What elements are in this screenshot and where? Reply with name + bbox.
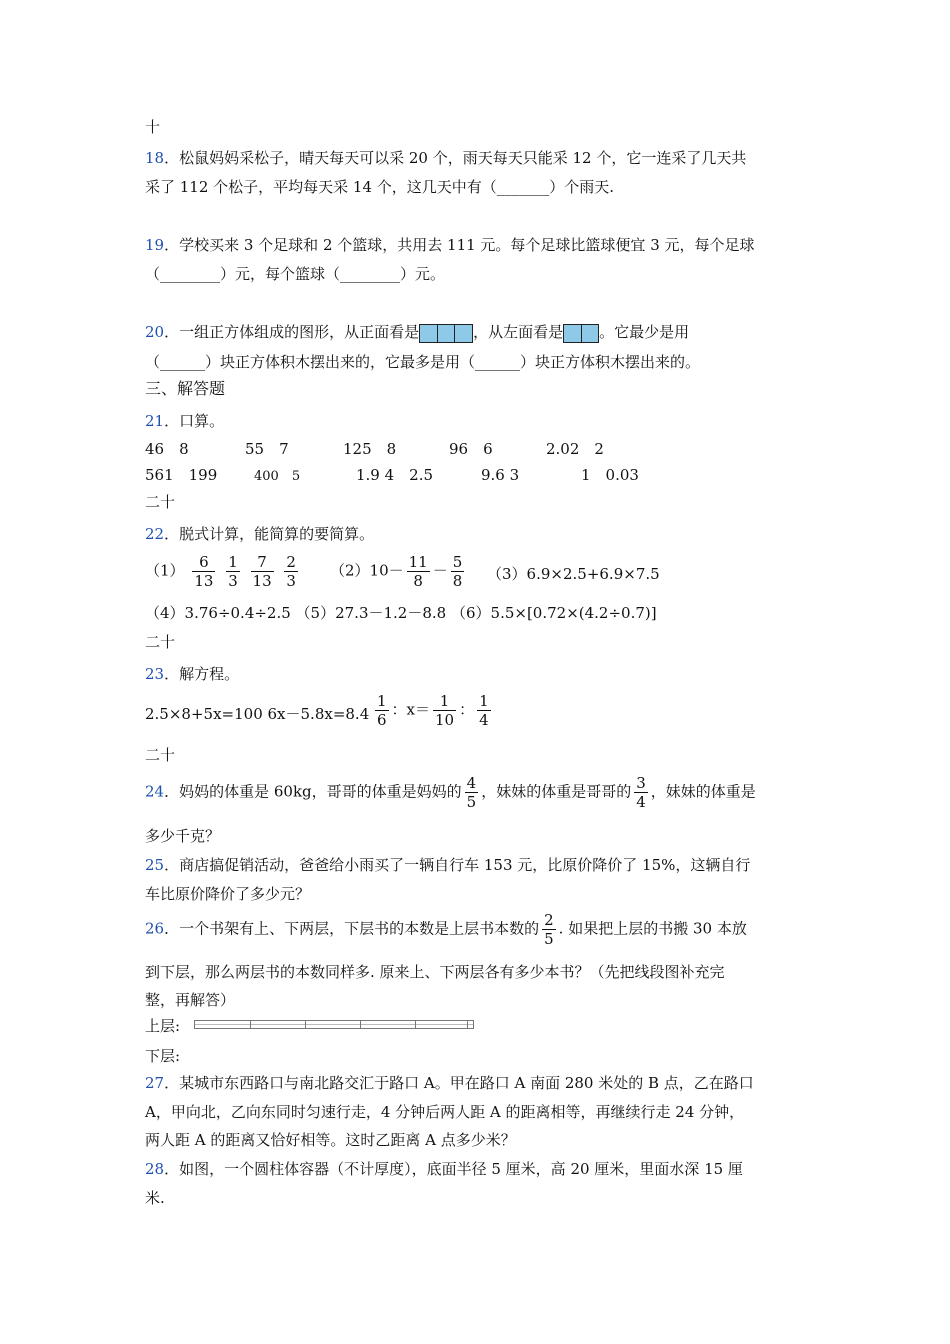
question-number: 19 (145, 236, 165, 254)
question-text: A，甲向北，乙向东同时匀速行走，4 分钟后两人距 A 的距离相等，再继续行走 24 分钟， (145, 1103, 745, 1121)
question-text: 。它最少是用 (599, 323, 690, 341)
oral-item: 1 0.03 (581, 466, 639, 484)
question-number: 28 (145, 1160, 165, 1178)
question-text: （______）块正方体积木摆出来的，它最多是用（______）块正方体积木摆出来的。 (145, 353, 701, 371)
front-view-cubes-icon (419, 324, 473, 343)
question-text: ．学校买来 3 个足球和 2 个篮球，共用去 111 元。每个足球比篮球便宜 3 元，每个足球 (164, 236, 755, 254)
question-text: 车比原价降价了多少元？ (145, 885, 311, 903)
lower-shelf-label: 下层: (145, 1047, 181, 1065)
operator: － (432, 561, 448, 580)
fraction: $\frac{1}{10}$ (435, 692, 455, 729)
question-text: ．一个书架有上、下两层，下层书的本数是上层书本数的 (164, 919, 540, 938)
question-text: 到下层，那么两层书的本数同样多. 原来上、下两层各有多少本书？（先把线段图补充完 (145, 963, 725, 981)
calc-item-3: （3）6.9×2.5+6.9×7.5 (487, 565, 660, 583)
question-text: ．口算。 (164, 412, 225, 430)
oral-item: 125 8 (343, 440, 397, 458)
question-text: ，从左面看是 (473, 323, 564, 341)
fraction: $\frac{2}{3}$ (286, 553, 296, 590)
calc-item-2 (330, 553, 467, 590)
fraction: $\frac{4}{5}$ (466, 774, 477, 811)
question-number: 22 (145, 525, 165, 543)
oral-item: 561 199 (145, 466, 218, 484)
question-text: 多少千克？ (145, 827, 221, 845)
question-number: 25 (145, 856, 165, 874)
calc-item-1 (145, 553, 301, 590)
fraction: $\frac{1}{4}$ (479, 692, 489, 729)
question-text: ．解方程。 (164, 665, 240, 683)
upper-shelf-segment (194, 1020, 474, 1029)
oral-item: 1.9 4 2.5 (356, 466, 434, 484)
question-number: 24 (145, 782, 165, 801)
oral-item: 9.6 3 (481, 466, 520, 484)
question-number: 26 (145, 919, 165, 938)
question-text: ．一组正方体组成的图形，从正面看是 (164, 323, 420, 341)
header-mark: 十 (145, 118, 161, 136)
equation-row: 2.5×8+5x=100 6x－5.8x=8.4 (145, 705, 370, 723)
question-text: 两人距 A 的距离又恰好相等。这时乙距离 A 点多少米？ (145, 1131, 516, 1149)
score-mark: 二十 (145, 493, 176, 511)
section-heading: 三、解答题 (145, 379, 226, 398)
question-text: ．松鼠妈妈采松子，晴天每天可以采 20 个，雨天每天只能采 12 个，它一连采了几天共 (164, 149, 747, 167)
fraction: $\frac{11}{8}$ (408, 553, 428, 590)
fraction: $\frac{1}{6}$ (377, 692, 387, 729)
fraction: $\frac{3}{4}$ (636, 774, 646, 811)
question-text: ．妈妈的体重是 60kg，哥哥的体重是妈妈的 (164, 782, 462, 801)
question-text: 采了 112 个松子，平均每天采 14 个，这几天中有（_______）个雨天. (145, 178, 615, 196)
oral-item: 46 8 (145, 440, 189, 458)
fraction: $\frac{7}{13}$ (252, 553, 272, 590)
operator: ： (459, 700, 475, 719)
question-text: ．商店搞促销活动，爸爸给小雨买了一辆自行车 153 元，比原价降价了 15%，这辆自行 (164, 856, 751, 874)
question-number: 21 (145, 412, 165, 430)
fraction: $\frac{5}{8}$ (452, 553, 463, 590)
question-number: 18 (145, 149, 165, 167)
left-view-cubes-icon (563, 324, 599, 343)
question-number: 20 (145, 323, 165, 341)
question-number: 27 (145, 1074, 165, 1092)
operator: ：x＝ (391, 700, 431, 719)
item-label: （2）10－ (330, 561, 404, 580)
item-label: （1） (145, 561, 185, 580)
equation-ratio (372, 692, 494, 729)
fraction: $\frac{1}{3}$ (228, 553, 238, 590)
question-number: 23 (145, 665, 165, 683)
question-text: ．某城市东西路口与南北路交汇于路口 A。甲在路口 A 南面 280 米处的 B 点，乙在路口 (164, 1074, 754, 1092)
fraction: $\frac{2}{5}$ (544, 911, 554, 948)
oral-item: 400 5 (254, 469, 301, 484)
question-text: ，妹妹的体重是 (650, 782, 756, 801)
question-text: ．脱式计算，能简算的要简算。 (164, 525, 375, 543)
oral-item: 96 6 (449, 440, 493, 458)
oral-item: 55 7 (245, 440, 289, 458)
question-text: ．如图，一个圆柱体容器（不计厚度），底面半径 5 厘米，高 20 厘米，里面水深 15 厘 (164, 1160, 743, 1178)
question-text: ，妹妹的体重是哥哥的 (481, 782, 632, 801)
oral-item: 2.02 2 (546, 440, 604, 458)
question-text: 整，再解答） (145, 991, 236, 1009)
question-text: 米. (145, 1189, 165, 1207)
question-text: （________）元，每个篮球（________）元。 (145, 265, 446, 283)
calc-row-2: （4）3.76÷0.4÷2.5 （5）27.3－1.2－8.8 （6）5.5×[0.72×(4.2÷0.7)] (145, 604, 657, 622)
score-mark: 二十 (145, 746, 176, 764)
upper-shelf-label: 上层: (145, 1017, 181, 1035)
question-text: . 如果把上层的书搬 30 本放 (558, 919, 747, 938)
score-mark: 二十 (145, 633, 176, 651)
fraction: $\frac{6}{13}$ (194, 553, 214, 590)
